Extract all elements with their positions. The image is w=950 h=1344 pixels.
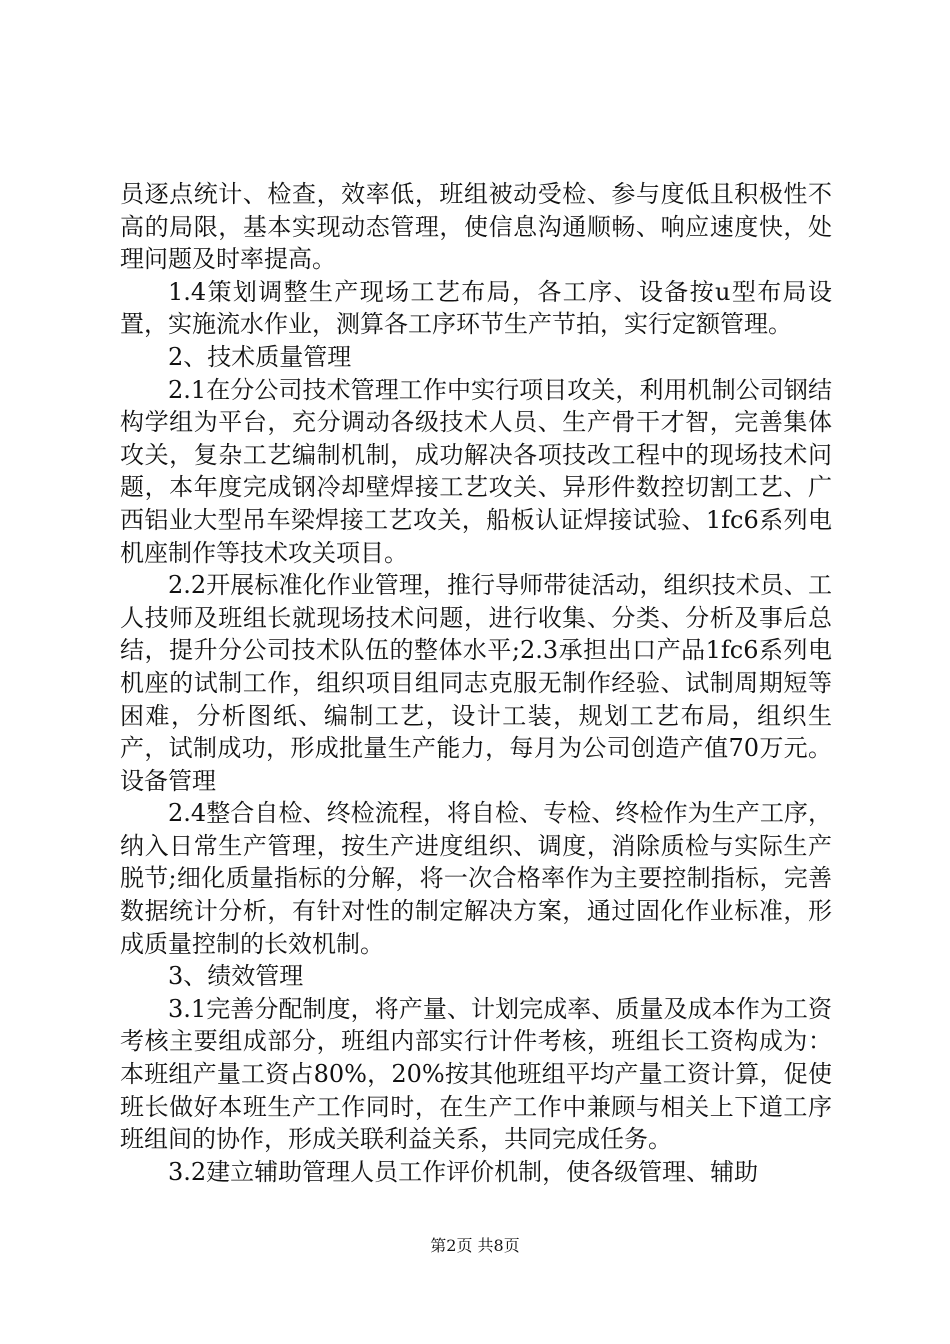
page-number-label: 第2页 共8页: [430, 1236, 520, 1255]
section-heading-technical-quality: 2、技术质量管理: [168, 342, 352, 371]
paragraph-2-1: 2.1在分公司技术管理工作中实行项目攻关，利用机制公司钢结构学组为平台，充分调动各级技术人员、生产骨干才智，完善集体攻关，复杂工艺编制机制，成功解决各项技改工程中的现场技术问题，本年度完成钢冷却壁焊接工艺攻关、异形件数控切割工艺、广西铝业大型吊车梁焊接工艺攻关，船板认证焊接试验、1fc6系列电机座制作等技术攻关项目。: [120, 375, 832, 567]
section-heading-performance: 3、绩效管理: [168, 962, 304, 991]
paragraph-3-1: 3.1完善分配制度，将产量、计划完成率、质量及成本作为工资考核主要组成部分，班组内部实行计件考核，班组长工资构成为：本班组产量工资占80%，20%按其他班组平均产量工资计算，促使班长做好本班生产工作同时，在生产工作中兼顾与相关上下道工序班组间的协作，形成关联利益关系，共同完成任务。: [120, 994, 832, 1154]
paragraph-2-2: 2.2开展标准化作业管理，推行导师带徒活动，组织技术员、工人技师及班组长就现场技术问题，进行收集、分类、分析及事后总结，提升分公司技术队伍的整体水平;2.3承担出口产品1fc6系列电机座的试制工作，组织项目组同志克服无制作经验、试制周期短等困难，分析图纸、编制工艺，设计工装，规划工艺布局，组织生产，试制成功，形成批量生产能力，每月为公司创造产值70万元。设备管理: [120, 571, 832, 795]
paragraph-1-4: 1.4策划调整生产现场工艺布局，各工序、设备按u型布局设置，实施流水作业，测算各工序环节生产节拍，实行定额管理。: [120, 277, 832, 339]
paragraph-continuation: 员逐点统计、检查，效率低，班组被动受检、参与度低且积极性不高的局限，基本实现动态管理，使信息沟通顺畅、响应速度快，处理问题及时率提高。: [120, 180, 832, 274]
page-footer: [0, 1236, 950, 1256]
paragraph-2-4: 2.4整合自检、终检流程，将自检、专检、终检作为生产工序，纳入日常生产管理，按生产进度组织、调度，消除质检与实际生产脱节;细化质量指标的分解，将一次合格率作为主要控制指标，完善数据统计分析，有针对性的制定解决方案，通过固化作业标准，形成质量控制的长效机制。: [120, 799, 832, 958]
document-body: [120, 178, 832, 1188]
paragraph-3-2: 3.2建立辅助管理人员工作评价机制，使各级管理、辅助: [168, 1157, 759, 1186]
